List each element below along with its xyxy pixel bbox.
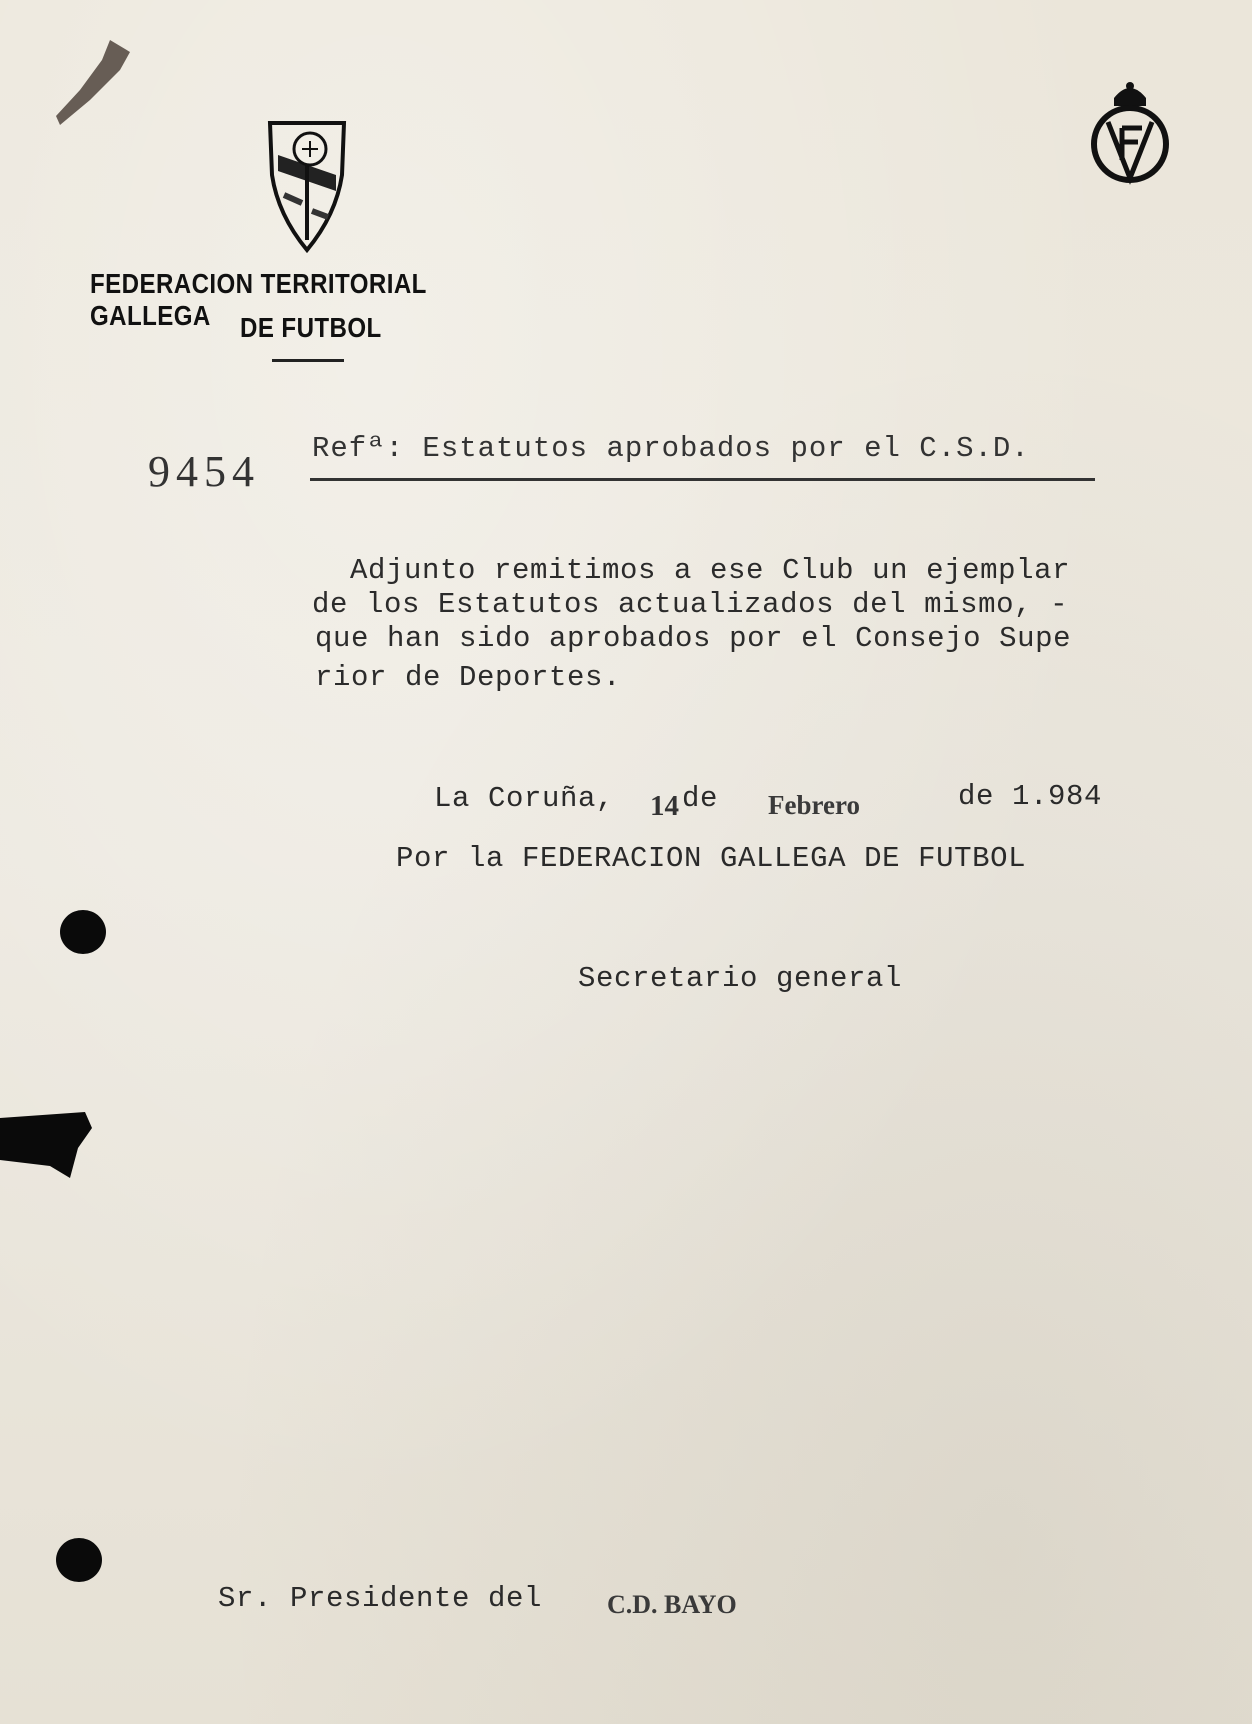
body-line: rior de Deportes.: [315, 661, 622, 694]
signature-organization: Por la FEDERACION GALLEGA DE FUTBOL: [396, 842, 1027, 875]
punch-hole: [56, 1538, 102, 1582]
signature-title: Secretario general: [578, 962, 903, 995]
letterhead-subtitle: DE FUTBOL: [240, 312, 382, 343]
body-line: de los Estatutos actualizados del mismo, -: [312, 588, 1069, 621]
recipient-prefix: Sr. Presidente del: [218, 1582, 543, 1615]
rfef-crest-logo: [1088, 78, 1172, 190]
letterhead-underline: [272, 359, 344, 362]
federation-crest-logo: [262, 115, 352, 255]
body-line: Adjunto remitimos a ese Club un ejemplar: [350, 554, 1071, 587]
paper-stain: [50, 30, 140, 140]
date-year: de 1.984: [958, 780, 1103, 813]
reference-underline: [310, 478, 1095, 481]
letterhead-title: FEDERACION TERRITORIAL GALLEGA: [90, 268, 427, 331]
date-connector: de: [682, 782, 719, 815]
body-line: que han sido aprobados por el Consejo Supe: [315, 622, 1072, 655]
reference-line: Refª: Estatutos aprobados por el C.S.D.: [312, 432, 1030, 465]
punch-hole: [60, 910, 106, 954]
date-month: Febrero: [768, 790, 860, 820]
date-day: 14: [650, 790, 679, 822]
date-place: La Coruña,: [434, 782, 615, 815]
paper-tear: [0, 1108, 95, 1188]
registration-number: 9454: [148, 447, 260, 496]
recipient-club: C.D. BAYO: [607, 1590, 737, 1619]
